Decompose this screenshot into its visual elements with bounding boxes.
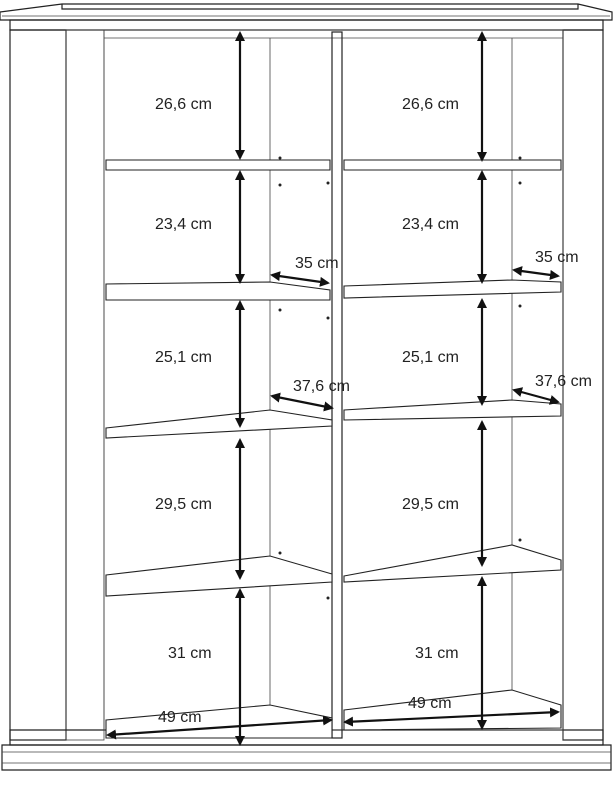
right-height-label-5: 31 cm [415, 645, 459, 662]
right-height-label-1: 26,6 cm [402, 96, 459, 113]
left-height-label-3: 25,1 cm [155, 349, 212, 366]
left-side-panel [10, 30, 104, 740]
crown-molding [0, 4, 612, 30]
left-shelves [106, 160, 332, 738]
left-width-label: 49 cm [158, 709, 202, 726]
left-height-label-1: 26,6 cm [155, 96, 212, 113]
right-width-label: 49 cm [408, 695, 452, 712]
right-height-label-2: 23,4 cm [402, 216, 459, 233]
right-depth-label-lower: 37,6 cm [535, 373, 592, 390]
left-height-label-4: 29,5 cm [155, 496, 212, 513]
right-height-label-3: 25,1 cm [402, 349, 459, 366]
right-height-label-4: 29,5 cm [402, 496, 459, 513]
left-depth-label-upper: 35 cm [295, 255, 339, 272]
left-height-label-2: 23,4 cm [155, 216, 212, 233]
left-height-label-5: 31 cm [168, 645, 212, 662]
right-depth-label-upper: 35 cm [535, 249, 579, 266]
left-depth-label-lower: 37,6 cm [293, 378, 350, 395]
